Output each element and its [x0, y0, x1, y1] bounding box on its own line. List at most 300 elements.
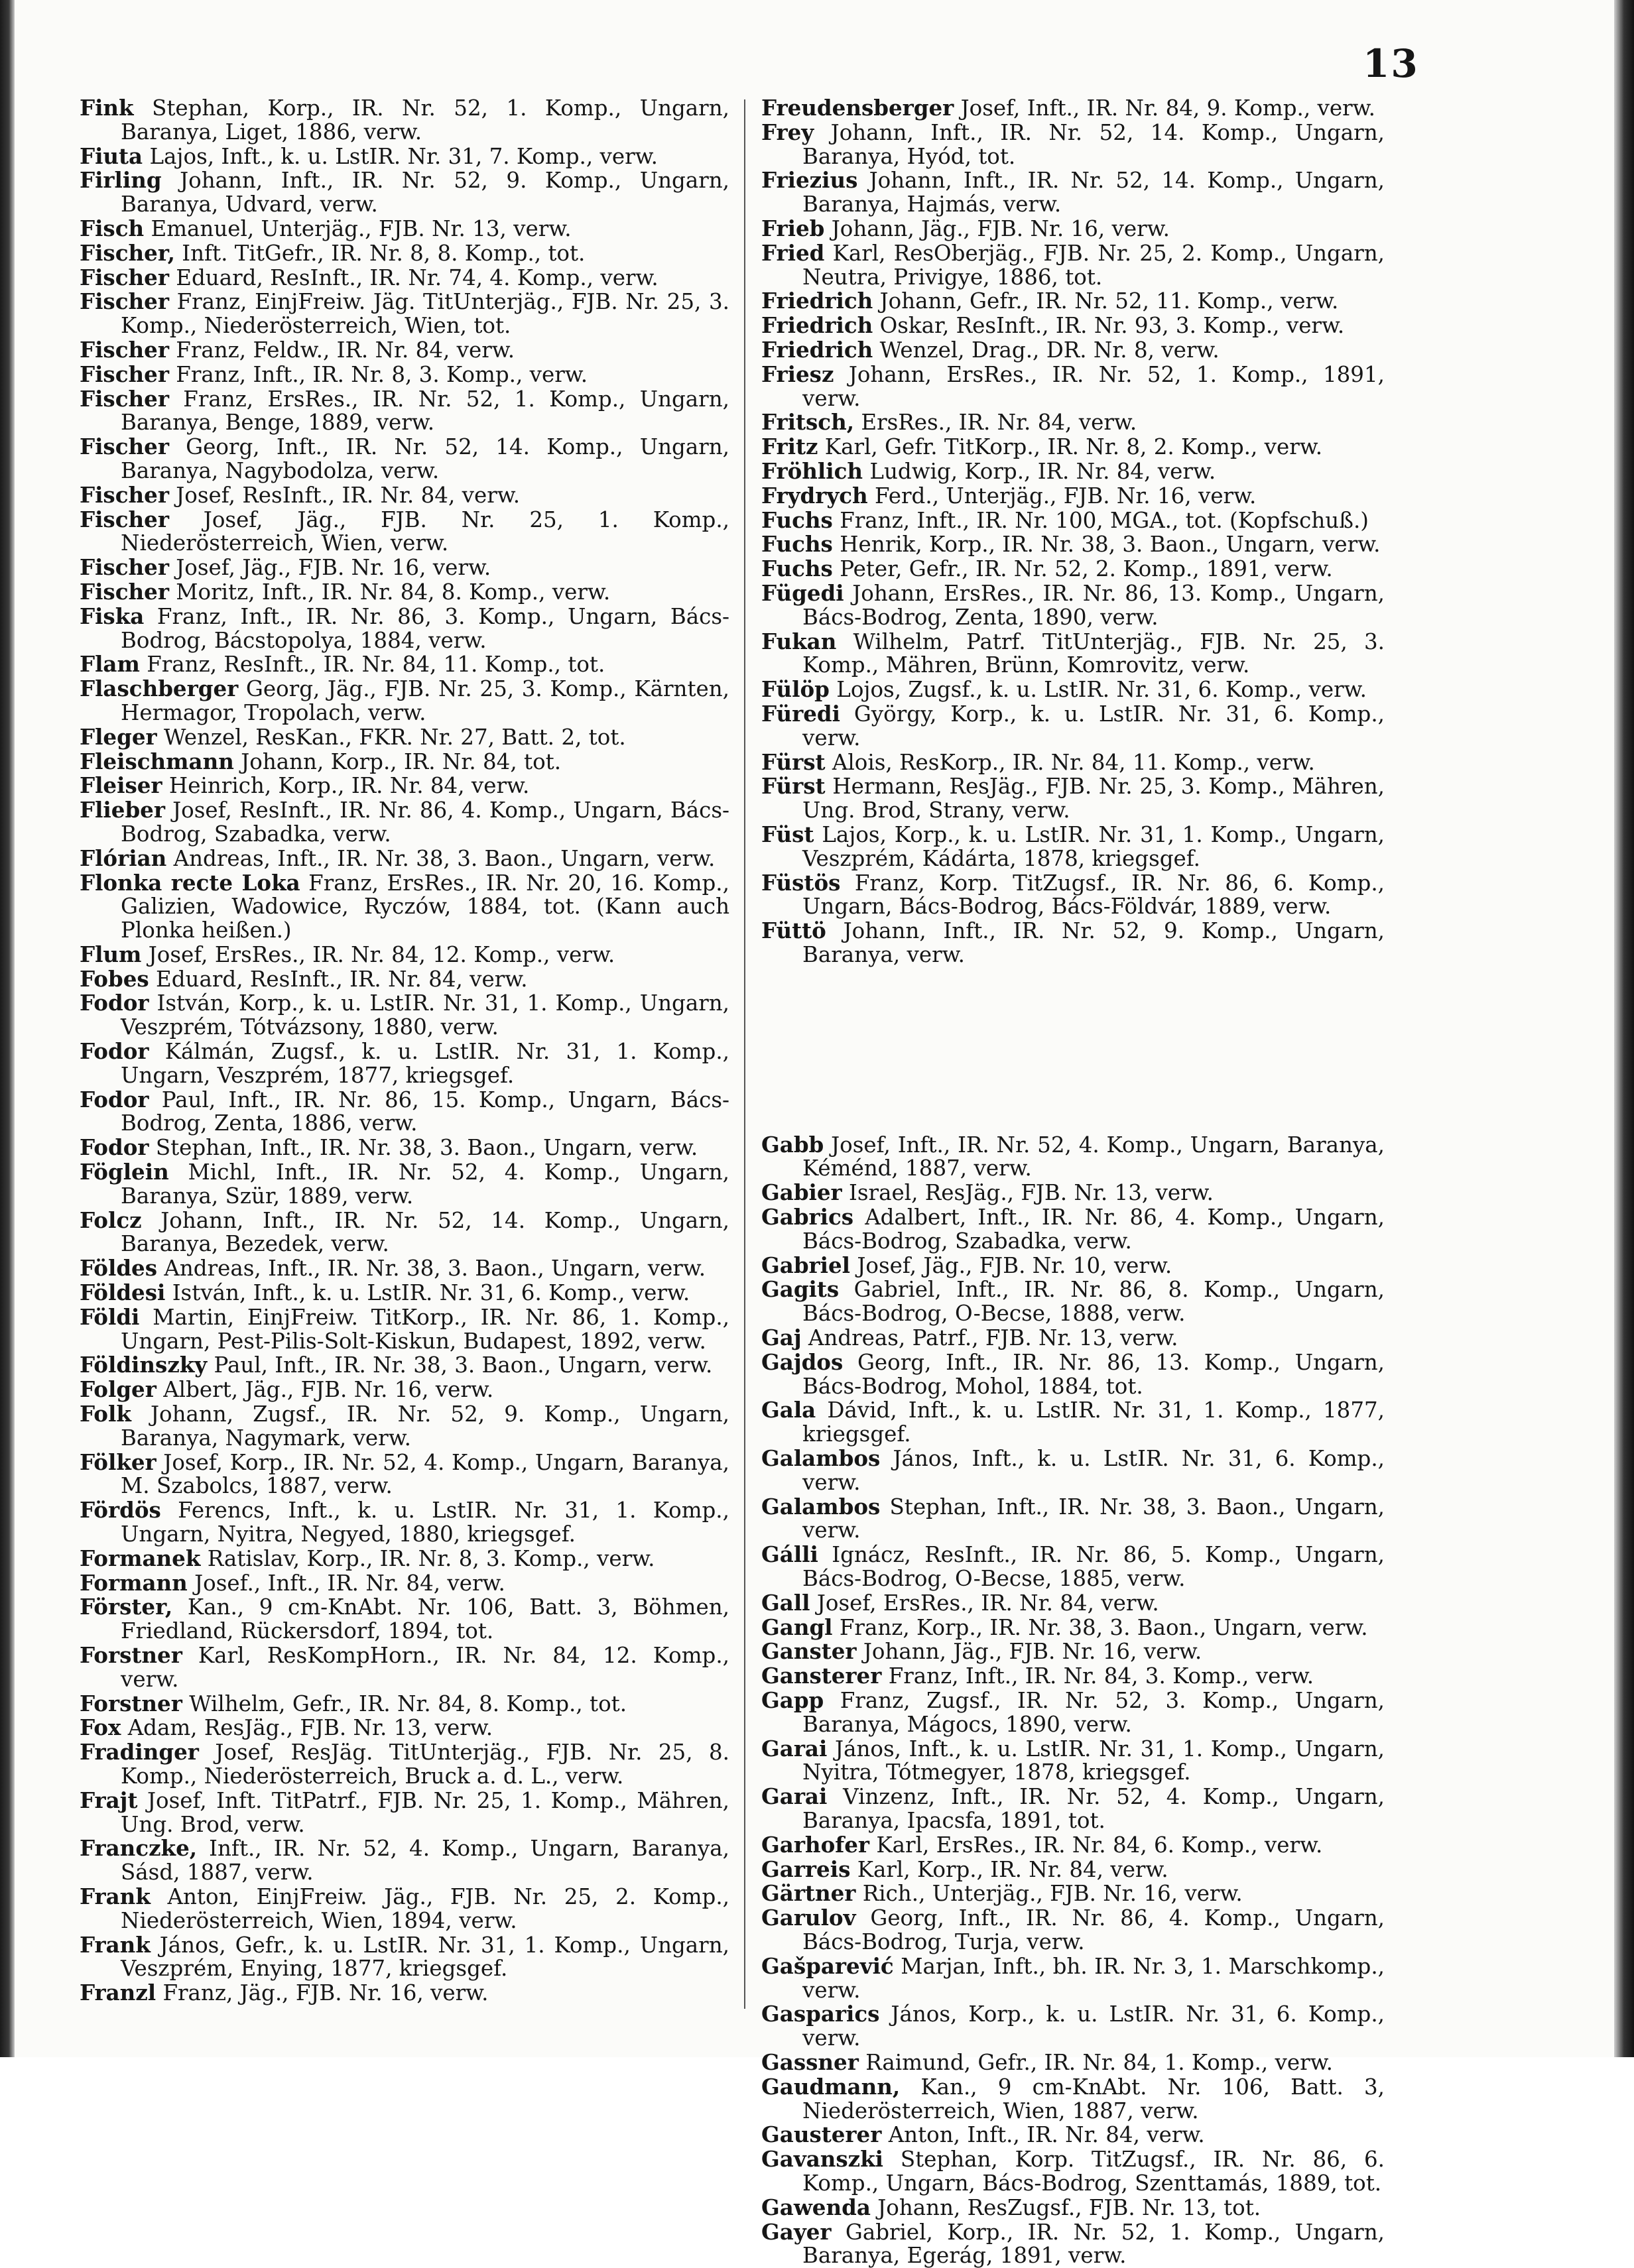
list-item [80, 774, 729, 798]
list-item [761, 1254, 1385, 1278]
list-item [80, 145, 729, 169]
entry-surname: Fox [80, 1714, 121, 1741]
entry-details: Franz, Feldw., IR. Nr. 84, verw. [176, 337, 515, 363]
entry-surname: Fritz [761, 434, 818, 460]
entry-details: Albert, Jäg., FJB. Nr. 16, verw. [163, 1377, 494, 1403]
entry-surname: Fürst [761, 773, 826, 800]
list-item [761, 2075, 1385, 2123]
entry-details: Josef, ResJäg. TitUnterjäg., FJB. Nr. 25, 8. Komp., Niederösterreich, Bruck a. d. L., verw. [121, 1740, 729, 1789]
entry-surname: Franczke, [80, 1835, 198, 1862]
entry-surname: Fleiser [80, 772, 162, 799]
entry-details: Eduard, ResInft., IR. Nr. 84, verw. [156, 966, 528, 992]
entry-details: Georg, Inft., IR. Nr. 86, 13. Komp., Ungarn, Bács-Bodrog, Mohol, 1884, tot. [802, 1349, 1385, 1399]
list-item [80, 1281, 729, 1305]
entry-details: Josef, Inft., IR. Nr. 52, 4. Komp., Ungarn, Baranya, Kéménd, 1887, verw. [802, 1132, 1385, 1181]
list-item [80, 1256, 729, 1281]
entry-details: Josef, Korp., IR. Nr. 52, 4. Komp., Ungarn, Baranya, M. Szabolcs, 1887, verw. [121, 1449, 729, 1499]
entry-surname: Gaj [761, 1325, 802, 1351]
entry-surname: Fischer [80, 506, 169, 532]
entry-details: Andreas, Inft., IR. Nr. 38, 3. Baon., Ungarn, verw. [173, 845, 716, 871]
entry-details: Marjan, Inft., bh. IR. Nr. 3, 1. Marschkomp., verw. [802, 1953, 1385, 2003]
column-divider [744, 99, 745, 2009]
entry-details: Raimund, Gefr., IR. Nr. 84, 1. Komp., verw. [865, 2049, 1333, 2075]
entry-surname: Fischer [80, 434, 169, 460]
entry-surname: Földesi [80, 1280, 166, 1306]
entry-details: Karl, ErsRes., IR. Nr. 84, 6. Komp., verw. [876, 1832, 1323, 1858]
entry-surname: Fiuta [80, 143, 143, 169]
left-column [80, 96, 729, 2005]
entry-details: Kan., 9 cm-KnAbt. Nr. 106, Batt. 3, Böhmen, Friedland, Rückersdorf, 1894, tot. [121, 1594, 729, 1644]
entry-surname: Fobes [80, 965, 149, 992]
entry-details: Adalbert, Inft., IR. Nr. 86, 4. Komp., Ungarn, Bács-Bodrog, Szabadka, verw. [802, 1205, 1385, 1254]
list-item [761, 2220, 1385, 2268]
list-item [80, 798, 729, 847]
entry-details: Josef, Inft., IR. Nr. 84, 9. Komp., verw. [960, 95, 1375, 121]
entry-surname: Gall [761, 1589, 810, 1616]
entry-details: Franz, Korp. TitZugsf., IR. Nr. 86, 6. Komp., Ungarn, Bács-Bodrog, Bács-Földvár, 1889, verw. [802, 870, 1385, 920]
entry-surname: Földes [80, 1255, 158, 1282]
entry-surname: Flórian [80, 845, 167, 871]
entry-surname: Gasparics [761, 2001, 880, 2027]
entry-surname: Friezius [761, 167, 858, 194]
entry-surname: Gabb [761, 1131, 824, 1158]
entry-surname: Garai [761, 1783, 828, 1810]
list-item [80, 943, 729, 967]
list-item [80, 1981, 729, 2005]
entry-surname: Franzl [80, 1980, 157, 2006]
entry-details: Franz, Jäg., FJB. Nr. 16, verw. [162, 1980, 489, 2006]
entry-details: Gabriel, Inft., IR. Nr. 86, 8. Komp., Ungarn, Bács-Bodrog, O-Becse, 1888, verw. [802, 1277, 1385, 1327]
list-item [761, 702, 1385, 750]
list-item [761, 678, 1385, 702]
list-item [80, 96, 729, 145]
entry-details: Franz, ResInft., IR. Nr. 84, 11. Komp., tot. [147, 652, 605, 678]
list-item [80, 652, 729, 677]
list-item [761, 1833, 1385, 1858]
entry-surname: Füttö [761, 918, 826, 944]
entry-details: Anton, EinjFreiw. Jäg., FJB. Nr. 25, 2. Komp., Niederösterreich, Wien, 1894, verw. [121, 1883, 729, 1933]
entry-surname: Formanek [80, 1545, 201, 1571]
entry-surname: Fodor [80, 1134, 149, 1161]
list-item [761, 338, 1385, 363]
list-item [80, 1789, 729, 1837]
list-item [761, 121, 1385, 169]
entry-surname: Gavanszki [761, 2146, 884, 2173]
entry-details: István, Korp., k. u. LstIR. Nr. 31, 1. Komp., Ungarn, Veszprém, Tótvázsony, 1880, verw. [121, 990, 729, 1040]
entry-details: Henrik, Korp., IR. Nr. 38, 3. Baon., Ungarn, verw. [840, 532, 1381, 558]
entry-details: Michl, Inft., IR. Nr. 52, 4. Komp., Ungarn, Baranya, Szür, 1889, verw. [121, 1160, 729, 1209]
entry-surname: Fuchs [761, 507, 833, 533]
entry-details: Johann, ErsRes., IR. Nr. 86, 13. Komp., Ungarn, Bács-Bodrog, Zenta, 1890, verw. [802, 580, 1385, 630]
list-item [80, 1595, 729, 1643]
entry-details: Josef, ResInft., IR. Nr. 84, verw. [176, 482, 521, 508]
entry-surname: Garhofer [761, 1831, 870, 1858]
entry-details: Ferd., Unterjäg., FJB. Nr. 16, verw. [875, 483, 1257, 508]
list-item [80, 580, 729, 605]
list-item [80, 1885, 729, 1933]
list-item [80, 725, 729, 750]
list-item [761, 1664, 1385, 1689]
entry-surname: Fiska [80, 603, 145, 629]
list-item [80, 1716, 729, 1740]
entry-surname: Friedrich [761, 336, 873, 363]
list-item [80, 1451, 729, 1499]
entry-surname: Fuchs [761, 531, 833, 558]
entry-surname: Fischer [80, 578, 169, 605]
entry-details: Johann, Jäg., FJB. Nr. 16, verw. [863, 1639, 1202, 1665]
list-item [80, 871, 729, 943]
entry-details: Johann, ResZugsf., FJB. Nr. 13, tot. [877, 2194, 1261, 2220]
list-item [761, 1495, 1385, 1543]
list-item [761, 410, 1385, 435]
right-column [761, 96, 1385, 2268]
list-item [761, 1737, 1385, 1785]
entry-surname: Fisch [80, 215, 145, 241]
entry-surname: Földinszky [80, 1352, 208, 1378]
entry-details: Franz, ErsRes., IR. Nr. 52, 1. Komp., Ungarn, Baranya, Benge, 1889, verw. [121, 386, 729, 436]
entry-details: Johann, Inft., IR. Nr. 52, 14. Komp., Ungarn, Baranya, Hajmás, verw. [802, 168, 1385, 217]
entry-surname: Friesz [761, 361, 834, 387]
entry-details: ErsRes., IR. Nr. 84, verw. [861, 410, 1137, 436]
entry-details: János, Inft., k. u. LstIR. Nr. 31, 6. Komp., verw. [802, 1446, 1385, 1495]
list-item [761, 1954, 1385, 2003]
list-item [761, 1133, 1385, 1181]
entry-surname: Föglein [80, 1159, 169, 1185]
section-gap [761, 967, 1385, 1133]
list-item [80, 605, 729, 653]
entry-details: Paul, Inft., IR. Nr. 38, 3. Baon., Ungarn, verw. [214, 1352, 713, 1378]
entry-details: Ludwig, Korp., IR. Nr. 84, verw. [869, 458, 1216, 484]
entry-surname: Fröhlich [761, 457, 863, 484]
list-item [80, 290, 729, 338]
list-item [80, 435, 729, 483]
list-item [761, 750, 1385, 775]
list-item [761, 1591, 1385, 1616]
entry-details: János, Inft., k. u. LstIR. Nr. 31, 1. Komp., Ungarn, Nyitra, Tótmegyer, 1878, kriegsgef. [802, 1736, 1385, 1785]
entry-surname: Flieber [80, 797, 165, 823]
f-entries-block [761, 96, 1385, 967]
entry-surname: Folger [80, 1376, 157, 1403]
list-item [80, 750, 729, 774]
entry-surname: Gajdos [761, 1348, 844, 1375]
list-item [80, 1692, 729, 1716]
list-item [761, 435, 1385, 459]
list-item [80, 217, 729, 241]
entry-details: Johann, Korp., IR. Nr. 84, tot. [241, 748, 562, 774]
list-item [80, 266, 729, 290]
entry-surname: Földi [80, 1303, 140, 1330]
entry-details: Ferencs, Inft., k. u. LstIR. Nr. 31, 1. Komp., Ungarn, Nyitra, Negyed, 1880, kriegsgef. [121, 1498, 729, 1547]
list-item [761, 1785, 1385, 1833]
entry-surname: Friedrich [761, 288, 873, 314]
list-item [761, 2147, 1385, 2196]
entry-details: Lojos, Zugsf., k. u. LstIR. Nr. 31, 6. Komp., verw. [836, 677, 1367, 703]
entry-surname: Füstös [761, 869, 841, 896]
list-item [761, 96, 1385, 121]
entry-details: Karl, ResOberjäg., FJB. Nr. 25, 2. Komp., Ungarn, Neutra, Privigye, 1886, tot. [802, 240, 1385, 290]
list-item [80, 1836, 729, 1885]
list-item [80, 1136, 729, 1160]
entry-details: Lajos, Inft., k. u. LstIR. Nr. 31, 7. Komp., verw. [149, 143, 658, 169]
list-item [761, 557, 1385, 581]
list-item [80, 1643, 729, 1692]
entry-details: Johann, ErsRes., IR. Nr. 52, 1. Komp., 1891, verw. [802, 361, 1385, 411]
entry-details: Inft. TitGefr., IR. Nr. 8, 8. Komp., tot. [182, 240, 586, 266]
entry-surname: Frajt [80, 1787, 138, 1813]
entry-details: Johann, Inft., IR. Nr. 52, 14. Komp., Ungarn, Baranya, Hyód, tot. [802, 119, 1385, 169]
entry-surname: Fügedi [761, 579, 844, 606]
entry-details: Andreas, Patrf., FJB. Nr. 13, verw. [808, 1325, 1178, 1351]
entry-surname: Gausterer [761, 2121, 882, 2148]
entry-details: Ignácz, ResInft., IR. Nr. 86, 5. Komp., Ungarn, Bács-Bodrog, O-Becse, 1885, verw. [802, 1542, 1385, 1592]
entry-surname: Fried [761, 239, 825, 266]
entry-surname: Forstner [80, 1690, 182, 1716]
entry-details: Israel, ResJäg., FJB. Nr. 13, verw. [849, 1180, 1214, 1206]
list-item [80, 677, 729, 725]
entry-details: Josef., Inft., IR. Nr. 84, verw. [194, 1570, 505, 1596]
entry-surname: Fischer [80, 264, 169, 290]
list-item [80, 967, 729, 992]
entry-details: János, Gefr., k. u. LstIR. Nr. 31, 1. Komp., Ungarn, Veszprém, Enying, 1877, kriegsgef. [121, 1932, 729, 1982]
entry-surname: Gašparević [761, 1952, 894, 1979]
list-item [761, 1640, 1385, 1664]
entry-surname: Fischer, [80, 239, 175, 266]
list-item [80, 241, 729, 266]
entry-details: Johann, Inft., IR. Nr. 52, 14. Komp., Ungarn, Baranya, Bezedek, verw. [121, 1207, 729, 1257]
list-item [80, 1402, 729, 1451]
list-item [761, 1350, 1385, 1399]
entry-surname: Gabier [761, 1179, 842, 1206]
list-item [761, 314, 1385, 338]
entry-details: Josef, Jäg., FJB. Nr. 10, verw. [857, 1252, 1172, 1278]
list-item [80, 483, 729, 508]
entry-details: Adam, ResJäg., FJB. Nr. 13, verw. [127, 1715, 493, 1741]
entry-details: Johann, Gefr., IR. Nr. 52, 11. Komp., verw. [879, 288, 1339, 314]
entry-details: Johann, Inft., IR. Nr. 52, 9. Komp., Ungarn, Baranya, Udvard, verw. [121, 168, 729, 217]
entry-surname: Folcz [80, 1207, 142, 1233]
entry-details: Karl, ResKompHorn., IR. Nr. 84, 12. Komp., verw. [121, 1643, 729, 1692]
list-item [761, 1616, 1385, 1640]
list-item [761, 2196, 1385, 2220]
entry-details: Johann, Zugsf., IR. Nr. 52, 9. Komp., Ungarn, Baranya, Nagymark, verw. [121, 1402, 729, 1451]
list-item [761, 459, 1385, 484]
list-item [80, 1547, 729, 1571]
entry-surname: Fülöp [761, 676, 830, 703]
list-item [761, 2051, 1385, 2075]
list-item [761, 1447, 1385, 1495]
entry-surname: Garulov [761, 1905, 856, 1931]
entry-details: Stephan, Korp., IR. Nr. 52, 1. Komp., Ungarn, Baranya, Liget, 1886, verw. [121, 95, 729, 145]
list-item [80, 847, 729, 871]
entry-details: Franz, Inft., IR. Nr. 100, MGA., tot. (Kopfschuß.) [840, 507, 1369, 533]
list-item [80, 363, 729, 387]
list-item [80, 508, 729, 556]
entry-details: Josef, ResInft., IR. Nr. 86, 4. Komp., Ungarn, Bács-Bodrog, Szabadka, verw. [121, 798, 729, 847]
entry-details: Andreas, Inft., IR. Nr. 38, 3. Baon., Ungarn, verw. [164, 1256, 706, 1282]
entry-details: Wenzel, Drag., DR. Nr. 8, verw. [879, 337, 1220, 363]
entry-surname: Fukan [761, 628, 837, 654]
entry-surname: Flum [80, 941, 142, 967]
entry-details: Wenzel, ResKan., FKR. Nr. 27, Batt. 2, tot. [163, 724, 626, 750]
entry-details: Franz, Zugsf., IR. Nr. 52, 3. Komp., Ungarn, Baranya, Mágocs, 1890, verw. [802, 1688, 1385, 1737]
list-item [761, 508, 1385, 533]
entry-details: Wilhelm, Gefr., IR. Nr. 84, 8. Komp., tot. [189, 1691, 627, 1716]
list-item [80, 1160, 729, 1209]
entry-surname: Fodor [80, 990, 149, 1016]
entry-details: Karl, Korp., IR. Nr. 84, verw. [857, 1856, 1168, 1882]
entry-surname: Fischer [80, 481, 169, 508]
entry-surname: Fischer [80, 288, 169, 315]
entry-surname: Firling [80, 167, 162, 194]
entry-details: Josef, Jäg., FJB. Nr. 25, 1. Komp., Niederösterreich, Wien, verw. [121, 507, 729, 556]
list-item [761, 1858, 1385, 1882]
entry-details: Franz, Inft., IR. Nr. 8, 3. Komp., verw. [176, 361, 588, 387]
entry-details: Josef, Jäg., FJB. Nr. 16, verw. [176, 555, 491, 581]
entry-surname: Galambos [761, 1493, 881, 1520]
entry-details: Kan., 9 cm-KnAbt. Nr. 106, Batt. 3, Niederösterreich, Wien, 1887, verw. [802, 2074, 1385, 2123]
list-item [761, 630, 1385, 678]
list-item [80, 991, 729, 1040]
list-item [761, 289, 1385, 314]
entry-surname: Gaudmann, [761, 2073, 901, 2100]
entry-surname: Frieb [761, 215, 825, 241]
entry-details: János, Korp., k. u. LstIR. Nr. 31, 6. Komp., verw. [802, 2001, 1385, 2051]
list-item [80, 1571, 729, 1596]
entry-surname: Fölker [80, 1449, 157, 1475]
list-item [761, 823, 1385, 871]
entry-details: Dávid, Inft., k. u. LstIR. Nr. 31, 1. Komp., 1877, kriegsgef. [802, 1398, 1385, 1447]
entry-details: Oskar, ResInft., IR. Nr. 93, 3. Komp., verw. [879, 313, 1345, 339]
entry-surname: Gabrics [761, 1204, 854, 1230]
entry-details: Rich., Unterjäg., FJB. Nr. 16, verw. [862, 1881, 1243, 1907]
entry-surname: Gassner [761, 2049, 859, 2075]
entry-surname: Garai [761, 1735, 828, 1761]
list-item [761, 168, 1385, 217]
entry-details: Alois, ResKorp., IR. Nr. 84, 11. Komp., verw. [832, 749, 1315, 775]
entry-details: Inft., IR. Nr. 52, 4. Komp., Ungarn, Baranya, Sásd, 1887, verw. [121, 1836, 729, 1885]
entry-surname: Ganster [761, 1638, 857, 1665]
entry-details: Georg, Jäg., FJB. Nr. 25, 3. Komp., Kärnten, Hermagor, Tropolach, verw. [121, 676, 729, 725]
entry-details: Georg, Inft., IR. Nr. 52, 14. Komp., Ungarn, Baranya, Nagybodolza, verw. [121, 434, 729, 483]
entry-surname: Fürst [761, 748, 826, 775]
list-item [80, 1088, 729, 1136]
entry-surname: Fischer [80, 554, 169, 581]
entry-surname: Förster, [80, 1594, 173, 1620]
entry-surname: Fuchs [761, 556, 833, 582]
entry-details: Karl, Gefr. TitKorp., IR. Nr. 8, 2. Komp., verw. [824, 434, 1323, 460]
entry-surname: Füredi [761, 700, 841, 727]
entry-surname: Freudensberger [761, 95, 954, 121]
entry-surname: Frank [80, 1883, 151, 1909]
entry-surname: Gapp [761, 1687, 824, 1714]
entry-details: Georg, Inft., IR. Nr. 86, 4. Komp., Ungarn, Bács-Bodrog, Turja, verw. [802, 1905, 1385, 1954]
entry-surname: Gangl [761, 1614, 833, 1640]
entry-surname: Folk [80, 1401, 131, 1427]
page-number: 13 [1363, 41, 1419, 86]
entry-surname: Fleger [80, 723, 157, 750]
list-item [80, 1040, 729, 1088]
entry-surname: Friedrich [761, 312, 873, 339]
entry-surname: Gansterer [761, 1663, 882, 1689]
entry-details: Ratislav, Korp., IR. Nr. 8, 3. Komp., verw. [207, 1545, 655, 1571]
entry-surname: Flam [80, 651, 140, 678]
entry-details: Lajos, Korp., k. u. LstIR. Nr. 31, 1. Komp., Ungarn, Veszprém, Kádárta, 1878, kriegsgef. [802, 821, 1385, 871]
list-item [761, 1398, 1385, 1447]
entry-details: István, Inft., k. u. LstIR. Nr. 31, 6. Komp., verw. [172, 1280, 690, 1306]
list-item [80, 1740, 729, 1789]
entry-surname: Gayer [761, 2218, 832, 2245]
list-item [761, 1181, 1385, 1205]
entry-surname: Fradinger [80, 1739, 199, 1765]
entry-details: Stephan, Inft., IR. Nr. 38, 3. Baon., Ungarn, verw. [155, 1135, 698, 1161]
entry-details: Gabriel, Korp., IR. Nr. 52, 1. Komp., Ungarn, Baranya, Egerág, 1891, verw. [802, 2219, 1385, 2268]
list-item [761, 1278, 1385, 1326]
list-item [761, 581, 1385, 630]
list-item [761, 1906, 1385, 1954]
entry-details: Moritz, Inft., IR. Nr. 84, 8. Komp., verw. [176, 579, 611, 605]
list-item [761, 1326, 1385, 1350]
entry-details: Paul, Inft., IR. Nr. 86, 15. Komp., Ungarn, Bács-Bodrog, Zenta, 1886, verw. [121, 1087, 729, 1136]
entry-details: Peter, Gefr., IR. Nr. 52, 2. Komp., 1891, verw. [840, 556, 1333, 582]
list-item [80, 338, 729, 363]
list-item [80, 1353, 729, 1378]
entry-surname: Gagits [761, 1276, 840, 1303]
entry-details: Eduard, ResInft., IR. Nr. 74, 4. Komp., verw. [176, 265, 659, 290]
entry-surname: Füst [761, 821, 814, 847]
entry-surname: Gärtner [761, 1880, 856, 1907]
entry-surname: Gabriel [761, 1252, 851, 1278]
entry-details: Franz, ErsRes., IR. Nr. 20, 16. Komp., Galizien, Wadowice, Ryczów, 1884, tot. (Kann auch Plonka heißen.) [121, 870, 729, 943]
entry-surname: Gálli [761, 1541, 818, 1568]
entry-surname: Gala [761, 1397, 816, 1423]
entry-surname: Flaschberger [80, 676, 239, 702]
entry-details: Franz, Korp., IR. Nr. 38, 3. Baon., Ungarn, verw. [839, 1614, 1368, 1640]
g-entries-block [761, 1133, 1385, 2268]
list-item [80, 387, 729, 436]
entry-surname: Fink [80, 95, 134, 121]
list-item [80, 1305, 729, 1354]
entry-surname: Fodor [80, 1086, 149, 1112]
entry-details: Emanuel, Unterjäg., FJB. Nr. 13, verw. [151, 215, 572, 241]
entry-details: Anton, Inft., IR. Nr. 84, verw. [888, 2122, 1205, 2148]
entry-surname: Formann [80, 1569, 188, 1596]
entry-surname: Fischer [80, 385, 169, 412]
entry-surname: Fritsch, [761, 409, 855, 436]
entry-surname: Fleischmann [80, 748, 234, 774]
entry-details: Stephan, Korp. TitZugsf., IR. Nr. 86, 6. Komp., Ungarn, Bács-Bodrog, Szenttamás, 1889, tot. [802, 2147, 1385, 2196]
entry-details: György, Korp., k. u. LstIR. Nr. 31, 6. Komp., verw. [802, 701, 1385, 750]
entry-surname: Frey [761, 119, 814, 145]
entry-details: Josef, ErsRes., IR. Nr. 84, 12. Komp., verw. [148, 941, 615, 967]
entry-surname: Fodor [80, 1038, 149, 1065]
list-item [761, 1543, 1385, 1591]
list-item [80, 1498, 729, 1547]
entry-details: Franz, Inft., IR. Nr. 84, 3. Komp., verw. [888, 1663, 1314, 1689]
list-item [761, 363, 1385, 411]
entry-surname: Forstner [80, 1642, 182, 1668]
list-item [761, 484, 1385, 508]
entry-surname: Fördös [80, 1497, 161, 1523]
entry-surname: Frydrych [761, 482, 868, 508]
list-item [761, 1689, 1385, 1737]
entry-surname: Fischer [80, 361, 169, 387]
list-item [761, 241, 1385, 290]
list-item [761, 774, 1385, 823]
entry-details: Hermann, ResJäg., FJB. Nr. 25, 3. Komp., Mähren, Ung. Brod, Strany, verw. [802, 774, 1385, 823]
entry-details: Wilhelm, Patrf. TitUnterjäg., FJB. Nr. 25, 3. Komp., Mähren, Brünn, Komrovitz, verw. [802, 628, 1385, 678]
entry-surname: Gawenda [761, 2194, 871, 2220]
entry-details: Martin, EinjFreiw. TitKorp., IR. Nr. 86, 1. Komp., Ungarn, Pest-Pilis-Solt-Kiskun, Budapest, 1892, verw. [121, 1304, 729, 1354]
